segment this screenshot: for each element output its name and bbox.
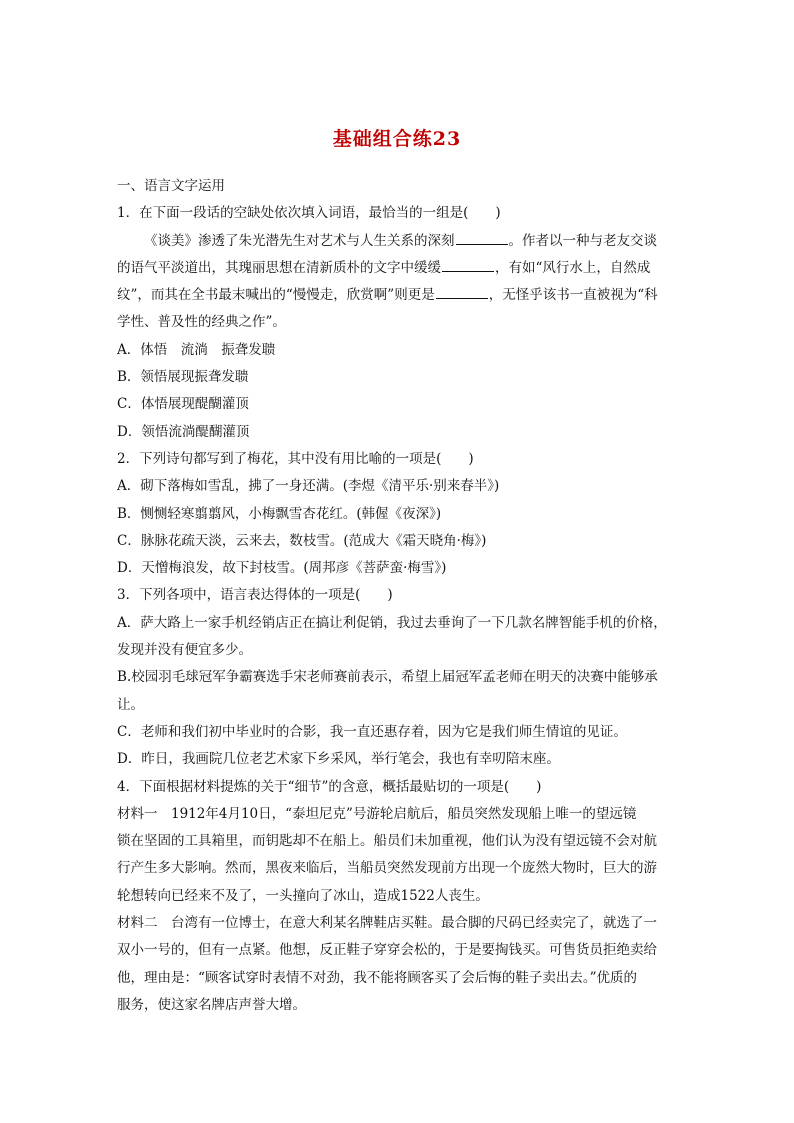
answer-blank-2 <box>442 259 494 272</box>
material-1-line-3: 行产生多大影响。然而，黑夜来临后，当船员突然发现前方出现一个庞然大物时，巨大的游 <box>117 860 657 877</box>
question-3-stem: 3．下列各项中，语言表达得体的一项是( ) <box>117 587 393 604</box>
question-1-passage-line-3: 纹”，而其在全书最末喊出的“慢慢走，欣赏啊”则更是 ，无怪乎该书一直被视为“科 <box>117 287 658 304</box>
section-heading: 一、语言文字运用 <box>117 178 225 194</box>
material-1-line-1: 材料一 1912年4月10日，“泰坦尼克”号游轮启航后，船员突然发现船上唯一的望远镜 <box>117 805 637 822</box>
question-3-option-a-line-1: A．萨大路上一家手机经销店正在搞让利促销，我过去垂询了一下几款名牌智能手机的价格， <box>117 614 667 631</box>
question-2-option-b: B．恻恻轻寒翦翦风，小梅飘雪杏花红。(韩偓《夜深》) <box>117 505 442 522</box>
question-1-option-a: A．体悟 流淌 振聋发聩 <box>117 341 276 358</box>
answer-blank-3 <box>436 286 488 299</box>
question-3-option-c: C．老师和我们初中毕业时的合影，我一直还惠存着，因为它是我们师生情谊的见证。 <box>117 723 627 740</box>
question-4-stem: 4．下面根据材料提炼的关于“细节”的含意，概括最贴切的一项是( ) <box>117 778 542 795</box>
material-2-line-2: 双小一号的，但有一点紧。他想，反正鞋子穿穿会松的，于是要掏钱买。可售货员拒绝卖给 <box>117 942 657 959</box>
question-3-option-a-line-2: 发现并没有便宜多少。 <box>117 642 252 659</box>
material-2-line-3: 他，理由是：“顾客试穿时表情不对劲，我不能将顾客买了会后悔的鞋子卖出去。”优质的 <box>117 969 638 986</box>
question-2-option-d: D．天憎梅浪发，故下封枝雪。(周邦彦《菩萨蛮·梅雪》) <box>117 560 447 577</box>
answer-blank-1 <box>456 232 508 245</box>
document-body <box>117 173 679 1019</box>
question-3-option-b-line-1: B.校园羽毛球冠军争霸赛选手宋老师赛前表示，希望上届冠军孟老师在明天的决赛中能够承 <box>117 669 658 686</box>
question-2-option-c: C．脉脉花疏天淡，云来去，数枝雪。(范成大《霜天晓角·梅》) <box>117 532 487 549</box>
question-1-option-c: C．体悟展现醍醐灌顶 <box>117 396 249 413</box>
question-3-option-b-line-2: 让。 <box>117 696 144 713</box>
material-1-line-4: 轮想转向已经来不及了，一头撞向了冰山，造成1522人丧生。 <box>117 887 489 904</box>
question-1-option-d: D．领悟流淌醍醐灌顶 <box>117 423 250 440</box>
question-1-passage-line-1: 《谈美》渗透了朱光潜先生对艺术与人生关系的深刻 。作者以一种与老友交谈 <box>144 232 657 249</box>
material-2-line-4: 服务，使这家名牌店声誉大增。 <box>117 996 306 1013</box>
question-2-stem: 2．下列诗句都写到了梅花，其中没有用比喻的一项是( ) <box>117 450 474 467</box>
question-1-option-b: B．领悟展现振聋发聩 <box>117 369 249 386</box>
material-2-line-1: 材料二 台湾有一位博士，在意大利某名牌鞋店买鞋。最合脚的尺码已经卖完了，就选了一 <box>117 915 657 932</box>
question-1-passage-line-4: 学性、普及性的经典之作”。 <box>117 314 286 331</box>
material-1-line-2: 锁在坚固的工具箱里，而钥匙却不在船上。船员们未加重视，他们认为没有望远镜不会对航 <box>117 833 657 850</box>
question-1-stem: 1．在下面一段话的空缺处依次填入词语，最恰当的一组是( ) <box>117 205 501 222</box>
page-title: 基础组合练23 <box>332 128 462 150</box>
question-1-passage-line-2: 的语气平淡道出，其瑰丽思想在清新质朴的文字中缓缓 ，有如“风行水上，自然成 <box>117 259 651 276</box>
question-3-option-d: D．昨日，我画院几位老艺术家下乡采风，举行笔会，我也有幸叨陪末座。 <box>117 751 560 768</box>
question-2-option-a: A．砌下落梅如雪乱，拂了一身还满。(李煜《清平乐·别来春半》) <box>117 478 500 495</box>
